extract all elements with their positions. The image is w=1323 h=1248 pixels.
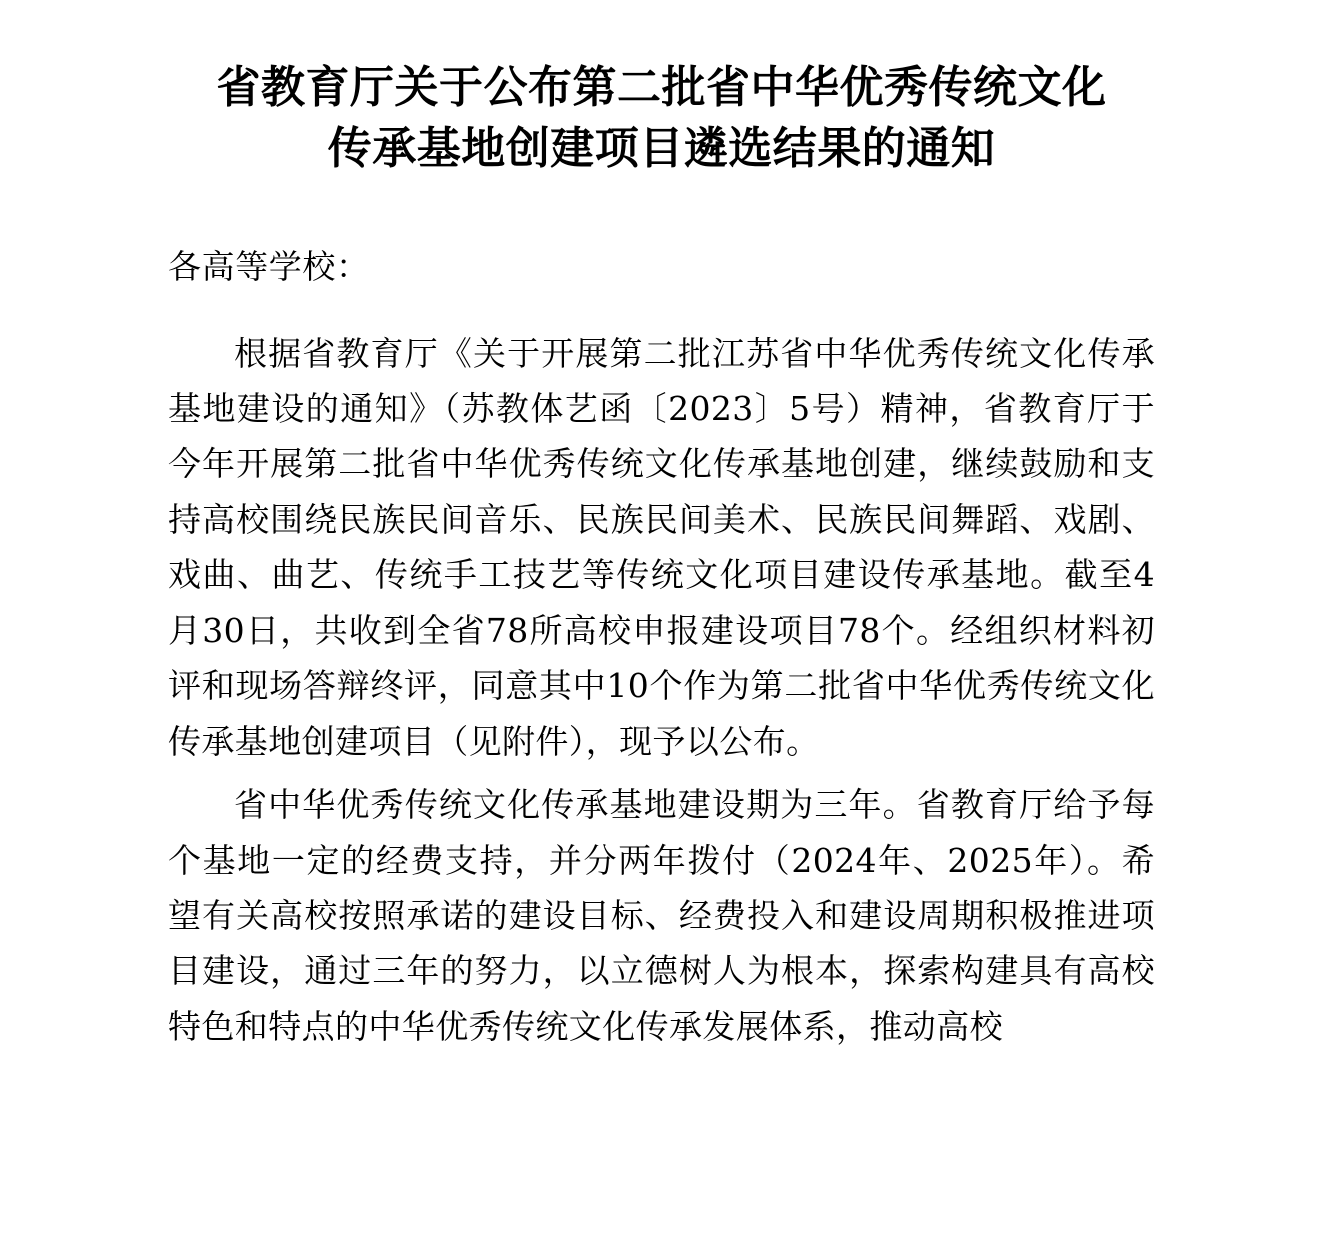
- body-paragraph-2: 省中华优秀传统文化传承基地建设期为三年。省教育厅给予每个基地一定的经费支持，并分两年拨付（2024年、2025年）。希望有关高校按照承诺的建设目标、经费投入和建设周期积极推进项目建设，通过三年的努力，以立德树人为根本，探索构建具有高校特色和特点的中华优秀传统文化传承发展体系，推动高校: [168, 785, 1155, 1046]
- salutation: 各高等学校：: [168, 247, 370, 287]
- page-title: [168, 58, 1155, 179]
- page-title-line-2: 传承基地创建项目遴选结果的通知: [327, 122, 996, 174]
- body-paragraph-1: 根据省教育厅《关于开展第二批江苏省中华优秀传统文化传承基地建设的通知》（苏教体艺函〔2023〕5号）精神，省教育厅于今年开展第二批省中华优秀传统文化传承基地创建，继续鼓励和支持高校围绕民族民间音乐、民族民间美术、民族民间舞蹈、戏剧、戏曲、曲艺、传统手工技艺等传统文化项目建设传承基地。截至4月30日，共收到全省78所高校申报建设项目78个。经组织材料初评和现场答辩终评，同意其中10个作为第二批省中华优秀传统文化传承基地创建项目（见附件），现予以公布。: [168, 333, 1155, 761]
- page-title-line-1: 省教育厅关于公布第二批省中华优秀传统文化: [216, 62, 1107, 113]
